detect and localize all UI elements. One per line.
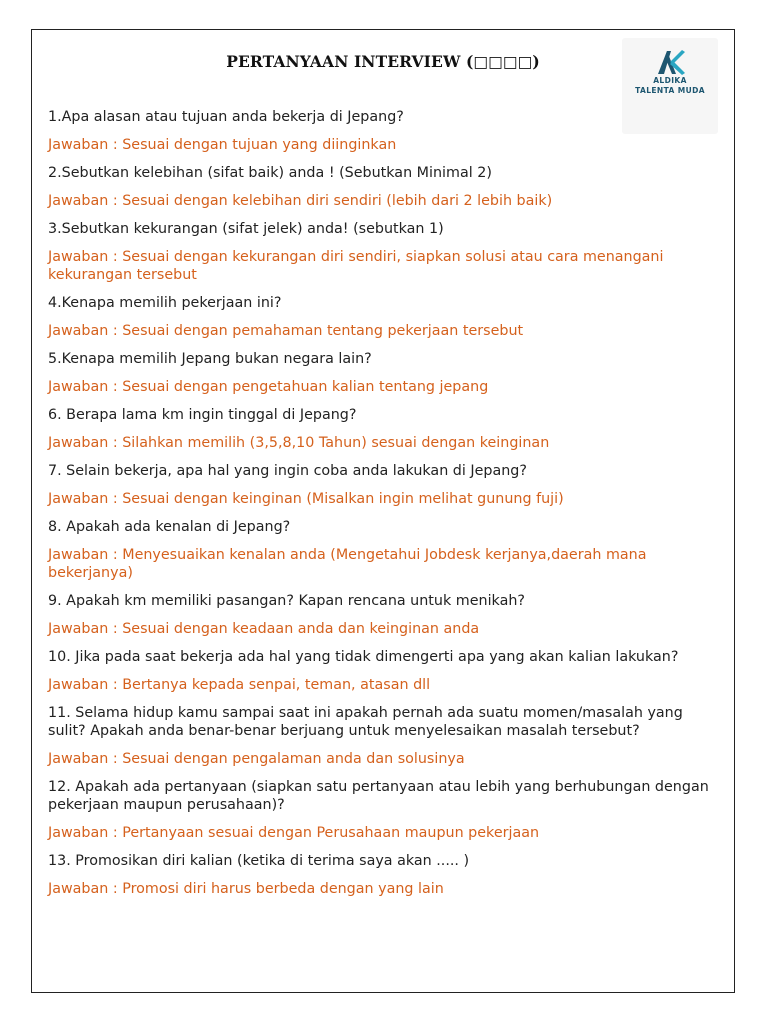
- qa-item: [48, 852, 720, 898]
- answer-text: Jawaban : Sesuai dengan pengalaman anda dan solusinya: [48, 751, 465, 767]
- question-text: 4.Kenapa memilih pekerjaan ini?: [48, 295, 282, 311]
- answer-text: Jawaban : Sesuai dengan pengetahuan kalian tentang jepang: [48, 379, 489, 395]
- question-text: 13. Promosikan diri kalian (ketika di terima saya akan ..... ): [48, 853, 470, 869]
- answer-text: Jawaban : Sesuai dengan keinginan (Misalkan ingin melihat gunung fuji): [48, 491, 564, 507]
- logo-text-talenta-muda: TALENTA MUDA: [635, 86, 705, 95]
- document-title: PERTANYAAN INTERVIEW (□□□□): [226, 52, 540, 71]
- answer-text: Jawaban : Silahkan memilih (3,5,8,10 Tahun) sesuai dengan keinginan: [48, 435, 550, 451]
- question-text: 7. Selain bekerja, apa hal yang ingin coba anda lakukan di Jepang?: [48, 463, 527, 479]
- qa-item: [48, 592, 720, 638]
- answer-text: Jawaban : Bertanya kepada senpai, teman, atasan dll: [48, 677, 431, 693]
- answer-text: Jawaban : Pertanyaan sesuai dengan Perusahaan maupun pekerjaan: [48, 825, 540, 841]
- qa-item: [48, 406, 720, 452]
- qa-item: [48, 462, 720, 508]
- qa-item: [48, 220, 720, 284]
- question-text: 5.Kenapa memilih Jepang bukan negara lain?: [48, 351, 372, 367]
- answer-text: Jawaban : Menyesuaikan kenalan anda (Mengetahui Jobdesk kerjanya,daerah mana bekerjanya): [48, 547, 647, 581]
- interview-qa-list: [48, 108, 720, 908]
- question-text: 1.Apa alasan atau tujuan anda bekerja di Jepang?: [48, 109, 404, 125]
- question-text: 3.Sebutkan kekurangan (sifat jelek) anda! (sebutkan 1): [48, 221, 444, 237]
- answer-text: Jawaban : Sesuai dengan kelebihan diri sendiri (lebih dari 2 lebih baik): [48, 193, 553, 209]
- aldika-ax-logo-icon: [652, 48, 688, 76]
- question-text: 12. Apakah ada pertanyaan (siapkan satu pertanyaan atau lebih yang berhubungan dengan pekerjaan maupun perusahaan)?: [48, 779, 709, 813]
- question-text: 2.Sebutkan kelebihan (sifat baik) anda ! (Sebutkan Minimal 2): [48, 165, 492, 181]
- qa-item: [48, 778, 720, 842]
- qa-item: [48, 164, 720, 210]
- qa-item: [48, 350, 720, 396]
- answer-text: Jawaban : Sesuai dengan keadaan anda dan keinginan anda: [48, 621, 480, 637]
- question-text: 6. Berapa lama km ingin tinggal di Jepang?: [48, 407, 357, 423]
- answer-text: Jawaban : Sesuai dengan kekurangan diri sendiri, siapkan solusi atau cara menangani kekurangan tersebut: [48, 249, 664, 283]
- question-text: 11. Selama hidup kamu sampai saat ini apakah pernah ada suatu momen/masalah yang sulit? Apakah anda benar-benar berjuang untuk menyelesaikan masalah tersebut?: [48, 705, 683, 739]
- logo-text-aldika: ALDIKA: [653, 76, 687, 85]
- qa-item: [48, 294, 720, 340]
- qa-item: [48, 518, 720, 582]
- answer-text: Jawaban : Sesuai dengan tujuan yang diinginkan: [48, 137, 397, 153]
- answer-text: Jawaban : Promosi diri harus berbeda dengan yang lain: [48, 881, 444, 897]
- qa-item: [48, 648, 720, 694]
- question-text: 10. Jika pada saat bekerja ada hal yang tidak dimengerti apa yang akan kalian lakukan?: [48, 649, 679, 665]
- qa-item: [48, 704, 720, 768]
- question-text: 9. Apakah km memiliki pasangan? Kapan rencana untuk menikah?: [48, 593, 525, 609]
- qa-item: [48, 108, 720, 154]
- answer-text: Jawaban : Sesuai dengan pemahaman tentang pekerjaan tersebut: [48, 323, 524, 339]
- question-text: 8. Apakah ada kenalan di Jepang?: [48, 519, 291, 535]
